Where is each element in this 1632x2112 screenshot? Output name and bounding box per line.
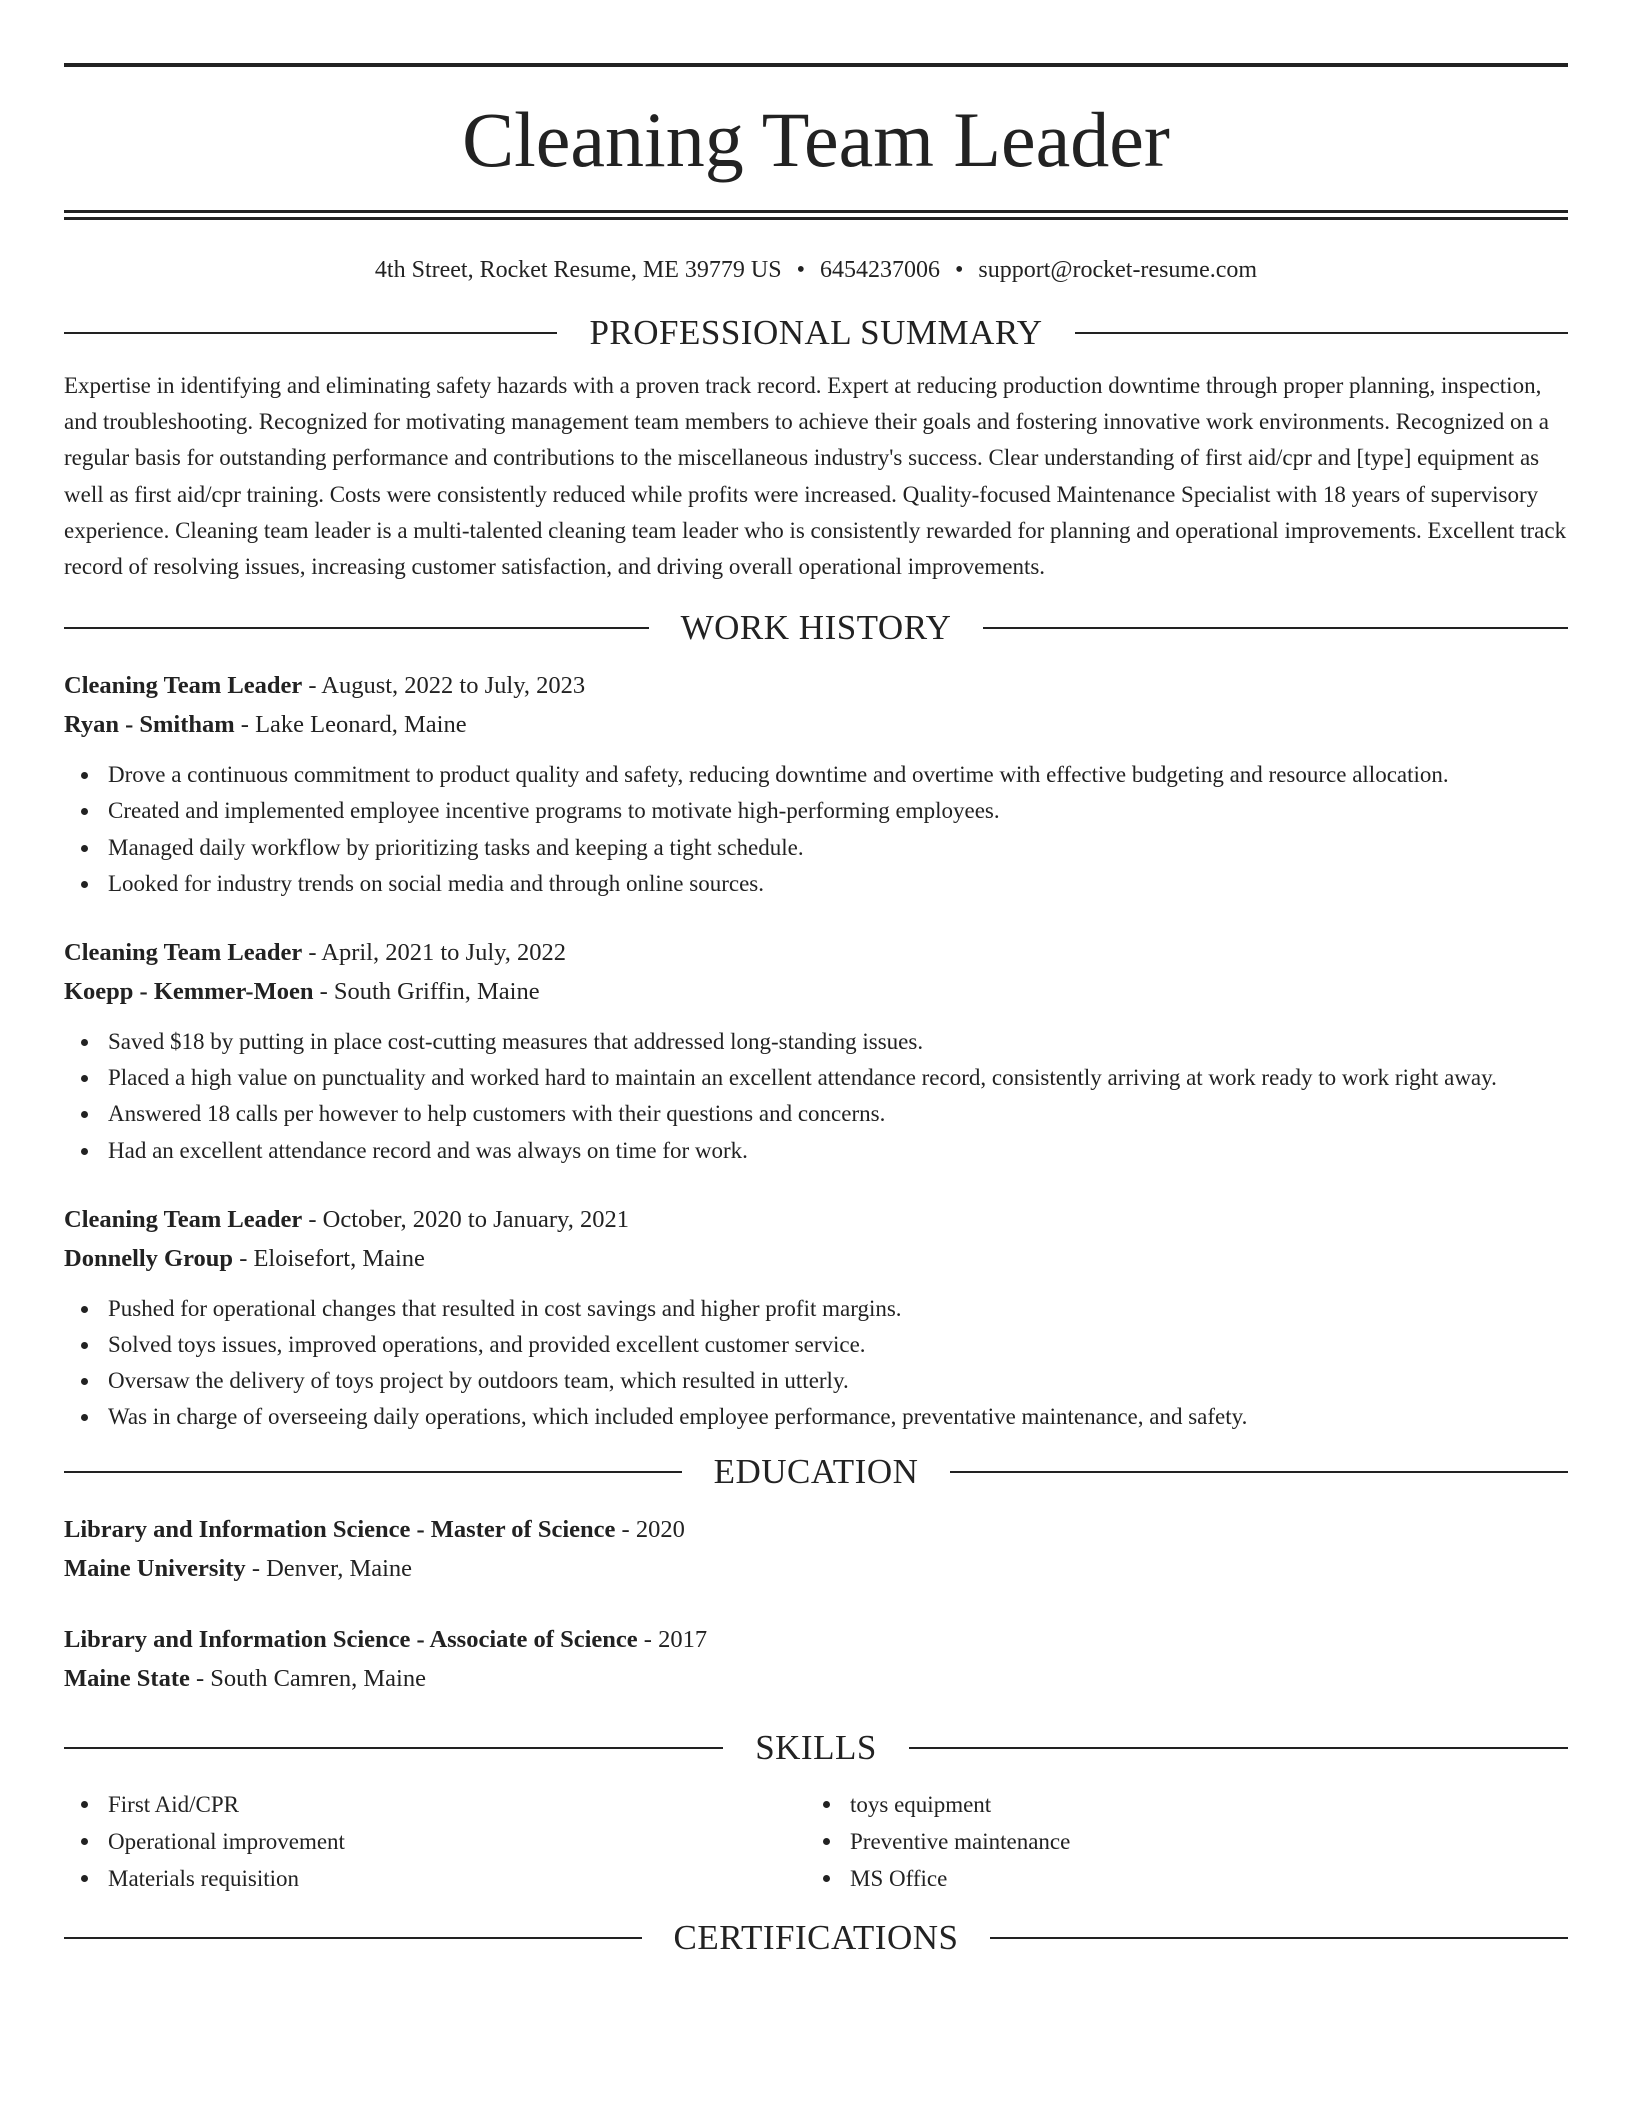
- section-rule-left: [64, 627, 649, 629]
- job-entry: [64, 933, 1568, 1169]
- job-bullets: [64, 757, 1568, 902]
- section-header-skills: [64, 1726, 1568, 1770]
- contact-phone: 6454237006: [819, 257, 940, 283]
- job-bullets: [64, 1024, 1568, 1169]
- contact-address: 4th Street, Rocket Resume, ME 39779 US: [374, 257, 782, 283]
- job-title: Cleaning Team Leader: [64, 939, 303, 967]
- job-location: - Eloisefort, Maine: [233, 1244, 425, 1272]
- job-dates: - August, 2022 to July, 2023: [302, 672, 586, 700]
- education-location: - Denver, Maine: [245, 1554, 413, 1582]
- contact-separator: •: [796, 257, 805, 283]
- contact-line: [64, 254, 1568, 286]
- education-year: - 2020: [615, 1515, 685, 1543]
- job-bullet: Drove a continuous commitment to product quality and safety, reducing downtime and overtime with effective budgeting and resource allocation.: [64, 757, 1568, 793]
- section-rule-right: [909, 1747, 1568, 1749]
- education-degree: Library and Information Science - Associate of Science: [64, 1625, 638, 1653]
- section-title-certifications: CERTIFICATIONS: [673, 1917, 959, 1957]
- resume-content: [64, 63, 1568, 1960]
- job-company: Donnelly Group: [64, 1244, 234, 1272]
- skill-item: Materials requisition: [64, 1860, 806, 1897]
- section-rule-right: [1075, 332, 1568, 334]
- skills-column-left: [64, 1786, 806, 1897]
- section-header-education: [64, 1450, 1568, 1494]
- education-school-line: [64, 1659, 1568, 1698]
- job-dates: - October, 2020 to January, 2021: [302, 1205, 629, 1233]
- skill-item: Preventive maintenance: [806, 1823, 1548, 1860]
- job-company: Koepp - Kemmer-Moen: [64, 978, 314, 1006]
- job-bullet: Oversaw the delivery of toys project by outdoors team, which resulted in utterly.: [64, 1363, 1568, 1399]
- job-title-line: [64, 933, 1568, 972]
- section-header-certifications: [64, 1916, 1568, 1960]
- section-rule-left: [64, 332, 557, 334]
- education-year: - 2017: [637, 1625, 708, 1653]
- job-company: Ryan - Smitham: [64, 711, 235, 739]
- job-bullet: Placed a high value on punctuality and worked hard to maintain an excellent attendance record, consistently arriving at work ready to work right away.: [64, 1060, 1568, 1096]
- contact-separator: •: [954, 257, 964, 283]
- section-rule-left: [64, 1937, 642, 1939]
- section-title-education: EDUCATION: [713, 1451, 919, 1491]
- job-title-line: [64, 666, 1568, 705]
- section-rule-right: [990, 1937, 1568, 1939]
- job-bullet: Pushed for operational changes that resulted in cost savings and higher profit margins.: [64, 1291, 1568, 1327]
- education-degree-line: [64, 1620, 1568, 1659]
- section-rule-left: [64, 1747, 723, 1749]
- job-bullet: Was in charge of overseeing daily operations, which included employee performance, preventative maintenance, and safety.: [64, 1399, 1568, 1435]
- job-bullet: Looked for industry trends on social media and through online sources.: [64, 866, 1568, 902]
- skills-column-right: [806, 1786, 1548, 1897]
- job-company-line: [64, 1239, 1568, 1278]
- section-rule-right: [983, 627, 1568, 629]
- job-bullet: Answered 18 calls per however to help customers with their questions and concerns.: [64, 1096, 1568, 1132]
- education-degree-line: [64, 1510, 1568, 1549]
- job-company-line: [64, 705, 1568, 744]
- job-entry: [64, 666, 1568, 902]
- job-bullet: Managed daily workflow by prioritizing tasks and keeping a tight schedule.: [64, 830, 1568, 866]
- section-title-work-history: WORK HISTORY: [680, 608, 952, 648]
- job-title-line: [64, 1200, 1568, 1239]
- job-bullet: Created and implemented employee incentive programs to motivate high-performing employees.: [64, 793, 1568, 829]
- skill-item: MS Office: [806, 1860, 1548, 1897]
- contact-email: support@rocket-resume.com: [978, 257, 1258, 283]
- job-company-line: [64, 972, 1568, 1011]
- section-rule-left: [64, 1471, 682, 1473]
- job-title: Cleaning Team Leader: [64, 1205, 303, 1233]
- skill-item: First Aid/CPR: [64, 1786, 806, 1823]
- section-rule-right: [950, 1471, 1568, 1473]
- education-location: - South Camren, Maine: [189, 1664, 426, 1692]
- skill-item: toys equipment: [806, 1786, 1548, 1823]
- job-title: Cleaning Team Leader: [64, 672, 303, 700]
- header-double-rule: [64, 210, 1568, 220]
- job-entry: [64, 1200, 1568, 1436]
- job-location: - Lake Leonard, Maine: [234, 711, 467, 739]
- education-school: Maine University: [64, 1554, 246, 1582]
- job-dates: - April, 2021 to July, 2022: [302, 939, 567, 967]
- section-header-summary: [64, 311, 1568, 355]
- job-bullets: [64, 1291, 1568, 1436]
- education-degree: Library and Information Science - Master of Science: [64, 1515, 616, 1543]
- section-title-summary: PROFESSIONAL SUMMARY: [589, 313, 1043, 352]
- summary-paragraph: Expertise in identifying and eliminating safety hazards with a proven track record. Expert at reducing production downtime through proper planning, inspection, and troubleshooting. Recognized for motivating management team members to achieve their goals and fostering innovative work environments. Recognized on a regular basis for outstanding performance and contributions to the miscellaneous industry's success. Clear understanding of first aid/cpr and [type] equipment as well as first aid/cpr training. Costs were consistently reduced while profits were increased. Quality-focused Maintenance Specialist with 18 years of supervisory experience. Cleaning team leader is a multi-talented cleaning team leader who is consistently rewarded for planning and operational improvements. Excellent track record of resolving issues, increasing customer satisfaction, and driving overall operational improvements.: [64, 373, 1567, 580]
- education-school-line: [64, 1549, 1568, 1588]
- job-bullet: Saved $18 by putting in place cost-cutting measures that addressed long-standing issues.: [64, 1024, 1568, 1060]
- skill-item: Operational improvement: [64, 1823, 806, 1860]
- resume-name-title: Cleaning Team Leader: [462, 96, 1170, 183]
- section-header-work-history: [64, 606, 1568, 650]
- education-entry: [64, 1510, 1568, 1588]
- job-bullet: Solved toys issues, improved operations, and provided excellent customer service.: [64, 1327, 1568, 1363]
- job-location: - South Griffin, Maine: [313, 978, 540, 1006]
- education-school: Maine State: [64, 1664, 190, 1692]
- section-title-skills: SKILLS: [755, 1727, 877, 1767]
- skills-grid: [64, 1786, 1568, 1897]
- job-bullet: Had an excellent attendance record and was always on time for work.: [64, 1133, 1568, 1169]
- education-entry: [64, 1620, 1568, 1698]
